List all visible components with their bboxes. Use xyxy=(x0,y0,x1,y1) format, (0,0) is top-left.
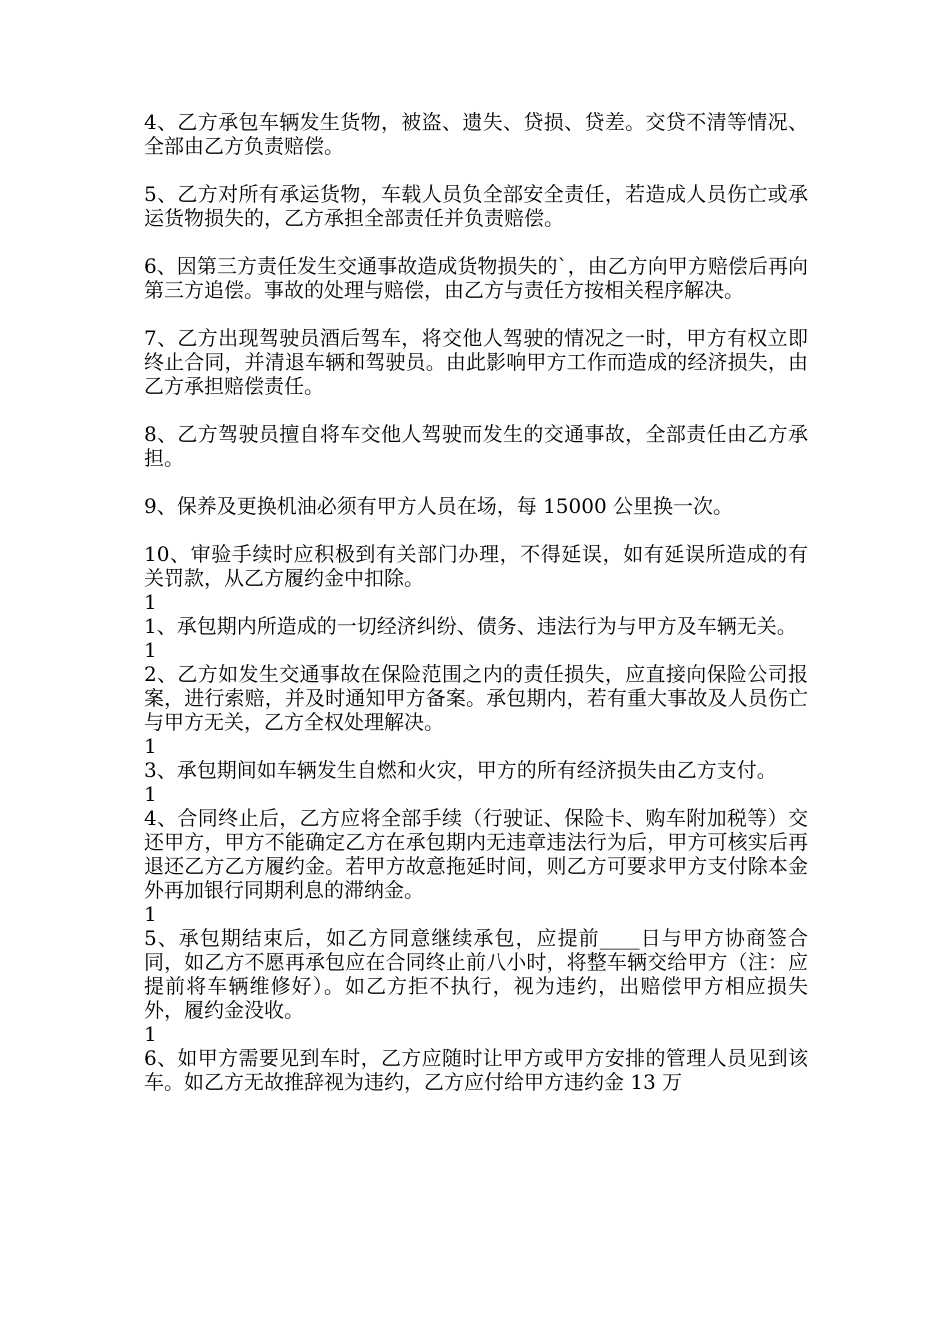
section-marker: 1 xyxy=(144,590,157,614)
section-marker: 1 xyxy=(144,902,157,926)
section-3-paragraph: 3、承包期间如车辆发生自燃和火灾，甲方的所有经济损失由乙方支付。 xyxy=(144,758,777,782)
section-marker: 1 xyxy=(144,638,157,662)
clause-8-paragraph: 8、乙方驾驶员擅自将车交他人驾驶而发生的交通事故，全部责任由乙方承担。 xyxy=(144,422,808,470)
clause-7-paragraph: 7、乙方出现驾驶员酒后驾车，将交他人驾驶的情况之一时，甲方有权立即终止合同，并清退车辆和驾驶员。由此影响甲方工作而造成的经济损失，由乙方承担赔偿责任。 xyxy=(144,326,808,398)
clause-6-paragraph: 6、因第三方责任发生交通事故造成货物损失的`，由乙方向甲方赔偿后再向第三方追偿。事故的处理与赔偿，由乙方与责任方按相关程序解决。 xyxy=(144,254,808,302)
section-marker: 1 xyxy=(144,782,157,806)
clause-9-paragraph: 9、保养及更换机油必须有甲方人员在场，每 15000 公里换一次。 xyxy=(144,494,734,518)
section-5-paragraph: 5、承包期结束后，如乙方同意继续承包，应提前____日与甲方协商签合同，如乙方不愿再承包应在合同终止前八小时，将整车辆交给甲方（注：应提前将车辆维修好）。如乙方拒不执行，视为违约，出赔偿甲方相应损失外，履约金没收。 xyxy=(144,926,808,1022)
clause-10-paragraph: 10、审验手续时应积极到有关部门办理，不得延误，如有延误所造成的有关罚款，从乙方履约金中扣除。 xyxy=(144,542,808,590)
section-marker: 1 xyxy=(144,734,157,758)
document-body xyxy=(144,110,808,1094)
section-1-paragraph: 1、承包期内所造成的一切经济纠纷、债务、违法行为与甲方及车辆无关。 xyxy=(144,614,797,638)
section-6-paragraph: 6、如甲方需要见到车时，乙方应随时让甲方或甲方安排的管理人员见到该车。如乙方无故推辞视为违约，乙方应付给甲方违约金 13 万 xyxy=(144,1046,808,1094)
clause-5-paragraph: 5、乙方对所有承运货物，车载人员负全部安全责任，若造成人员伤亡或承运货物损失的，乙方承担全部责任并负责赔偿。 xyxy=(144,182,808,230)
section-4-paragraph: 4、合同终止后，乙方应将全部手续（行驶证、保险卡、购车附加税等）交还甲方，甲方不能确定乙方在承包期内无违章违法行为后，甲方可核实后再退还乙方乙方履约金。若甲方故意拖延时间，则乙方可要求甲方支付除本金外再加银行同期利息的滞纳金。 xyxy=(144,806,808,902)
section-2-paragraph: 2、乙方如发生交通事故在保险范围之内的责任损失，应直接向保险公司报案，进行索赔，并及时通知甲方备案。承包期内，若有重大事故及人员伤亡与甲方无关，乙方全权处理解决。 xyxy=(144,662,808,734)
section-marker: 1 xyxy=(144,1022,157,1046)
clause-4-paragraph: 4、乙方承包车辆发生货物，被盗、遗失、贷损、贷差。交贷不清等情况、全部由乙方负责赔偿。 xyxy=(144,110,808,158)
